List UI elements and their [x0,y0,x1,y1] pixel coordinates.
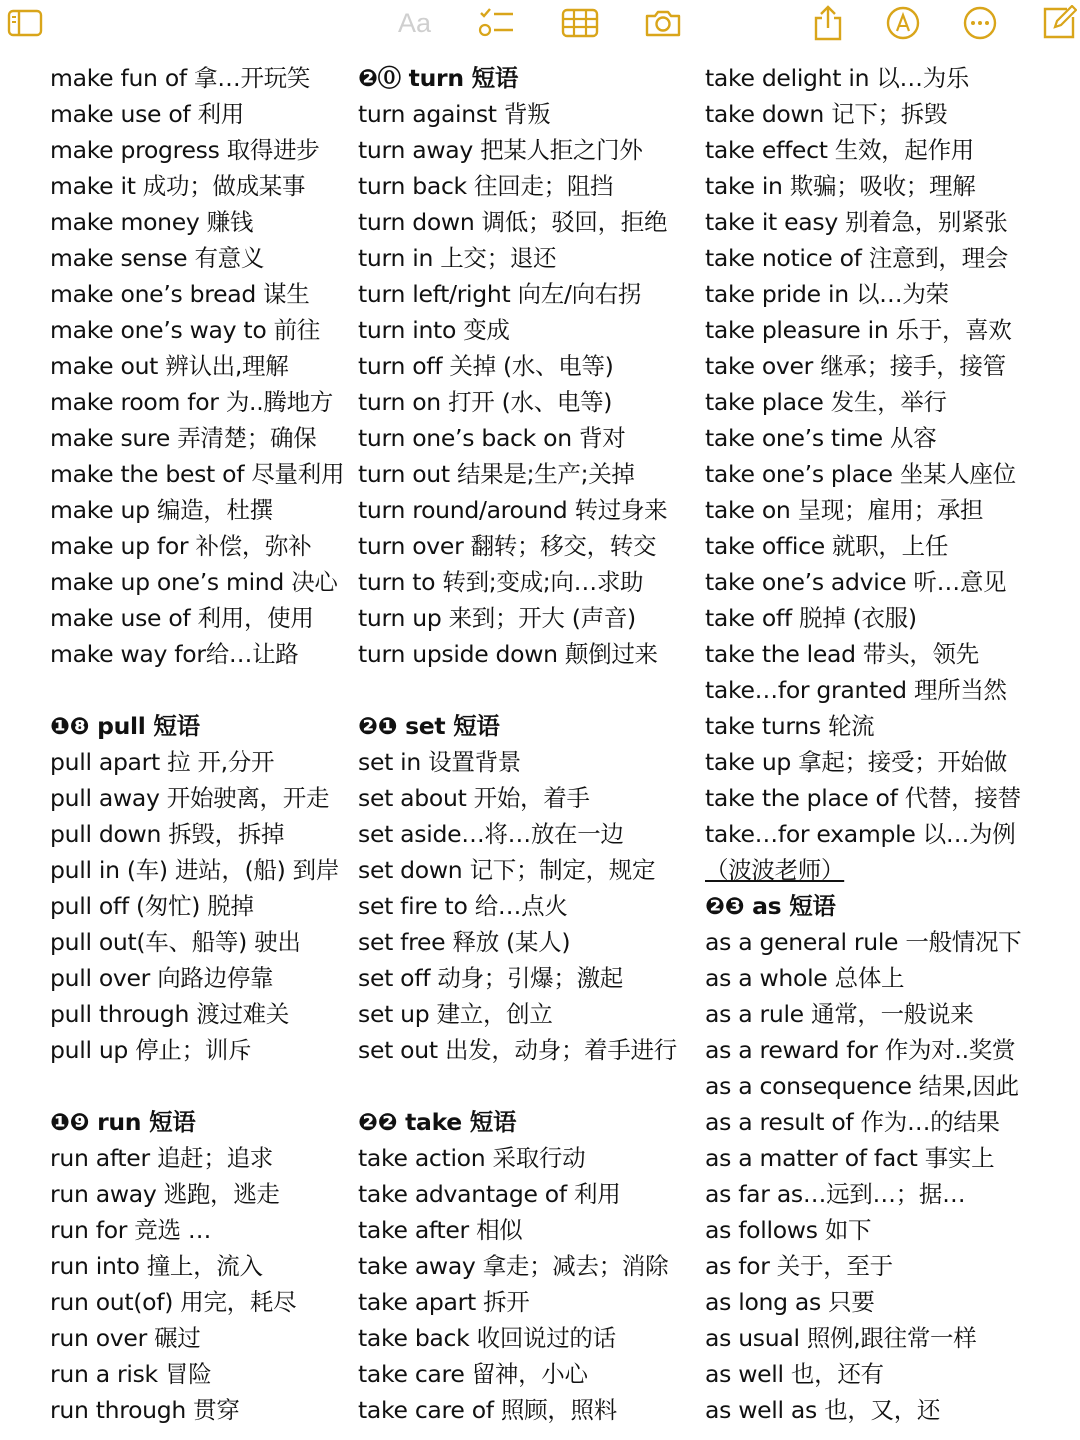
checklist-icon[interactable] [478,4,516,42]
phrase-line: as long as 只要 [705,1288,875,1316]
phrase-line: take delight in 以…为乐 [705,64,970,92]
phrase-line: as well 也，还有 [705,1360,884,1388]
phrase-line: turn round/around 转过身来 [358,496,668,524]
phrase-line: make use of 利用，使用 [50,604,314,632]
phrase-line: take notice of 注意到，理会 [705,244,1008,272]
section-heading: ❶❾ run 短语 [50,1108,196,1136]
phrase-line: take…for example 以…为例 [705,820,1016,848]
more-icon[interactable] [961,4,999,42]
phrase-line: take care of 照顾，照料 [358,1396,617,1424]
phrase-line: turn out 结果是;生产;关掉 [358,460,635,488]
phrase-line: take one’s advice 听…意见 [705,568,1007,596]
phrase-line: set in 设置背景 [358,748,521,776]
phrase-line: take off 脱掉 (衣服) [705,604,917,632]
section-heading: ❷❷ take 短语 [358,1108,517,1136]
phrase-line: as a general rule 一般情况下 [705,928,1022,956]
phrase-line: turn away 把某人拒之门外 [358,136,643,164]
compose-icon[interactable] [1040,4,1078,42]
phrase-column-2 [358,60,738,1428]
phrase-line: take office 就职，上任 [705,532,949,560]
phrase-line: run into 撞上，流入 [50,1252,263,1280]
phrase-line: run after 追赶；追求 [50,1144,273,1172]
share-icon[interactable] [809,4,847,42]
phrase-line: turn down 调低；驳回，拒绝 [358,208,668,236]
phrase-line: pull through 渡过难关 [50,1000,290,1028]
notes-toolbar [0,0,1080,50]
phrase-line: take action 采取行动 [358,1144,586,1172]
phrase-line: make it 成功；做成某事 [50,172,306,200]
phrase-line: take place 发生，举行 [705,388,947,416]
phrase-line: run through 贯穿 [50,1396,240,1424]
phrase-line: make use of 利用 [50,100,244,128]
sidebar-icon[interactable] [6,4,44,42]
spacer [358,1068,738,1104]
section-heading: ❷❶ set 短语 [358,712,500,740]
phrase-line: turn against 背叛 [358,100,551,128]
phrase-line: make progress 取得进步 [50,136,320,164]
phrase-line: take…for granted 理所当然 [705,676,1007,704]
table-icon[interactable] [561,4,599,42]
phrase-line: set free 释放 (某人) [358,928,571,956]
phrase-line: make the best of 尽量利用 [50,460,345,488]
phrase-line: take pleasure in 乐于，喜欢 [705,316,1012,344]
phrase-line: pull out(车、船等) 驶出 [50,928,301,956]
phrase-line: make up for 补偿，弥补 [50,532,312,560]
phrase-line: take after 相似 [358,1216,523,1244]
phrase-line: turn back 往回走；阻挡 [358,172,614,200]
phrase-line: pull off (匆忙) 脱掉 [50,892,254,920]
phrase-line: turn over 翻转；移交，转交 [358,532,657,560]
phrase-line: as follows 如下 [705,1216,872,1244]
phrase-line: turn to 转到;变成;向…求助 [358,568,644,596]
section-heading: ❶❽ pull 短语 [50,712,200,740]
phrase-line: run out(of) 用完，耗尽 [50,1288,297,1316]
phrase-line: set aside…将…放在一边 [358,820,624,848]
phrase-line: pull up 停止；训斥 [50,1036,252,1064]
phrase-line: make one’s way to 前往 [50,316,320,344]
phrase-line: set down 记下；制定，规定 [358,856,656,884]
markup-pen-icon[interactable] [884,4,922,42]
section-heading: ❷⓪ turn 短语 [358,64,519,92]
phrase-line: turn left/right 向左/向右拐 [358,280,642,308]
phrase-column-3 [705,60,1080,1428]
format-text-button[interactable]: Aa [398,8,432,38]
phrase-line: turn up 来到；开大 (声音) [358,604,636,632]
phrase-line: pull over 向路边停靠 [50,964,274,992]
phrase-line: make way for给…让路 [50,640,299,668]
phrase-line: set out 出发，动身；着手进行 [358,1036,677,1064]
phrase-line: run for 竞选 … [50,1216,212,1244]
phrase-line: set up 建立，创立 [358,1000,553,1028]
phrase-line: as a result of 作为…的结果 [705,1108,1000,1136]
phrase-line: as a rule 通常，一般说来 [705,1000,974,1028]
phrase-line: take away 拿走；减去；消除 [358,1252,669,1280]
phrase-line: as a reward for 作为对..奖赏 [705,1036,1016,1064]
phrase-line: as for 关于，至于 [705,1252,893,1280]
phrase-line: run over 碾过 [50,1324,201,1352]
section-heading: ❷❸ as 短语 [705,892,836,920]
phrase-line: as far as…远到…；据… [705,1180,966,1208]
phrase-line: take over 继承；接手，接管 [705,352,1006,380]
phrase-line: make room for 为..腾地方 [50,388,333,416]
phrase-line: take effect 生效，起作用 [705,136,974,164]
phrase-line: turn off 关掉 (水、电等) [358,352,614,380]
author-link[interactable]: （波波老师） [705,856,845,884]
phrase-line: run away 逃跑，逃走 [50,1180,280,1208]
phrase-line: take pride in 以…为荣 [705,280,949,308]
phrase-line: take one’s place 坐某人座位 [705,460,1016,488]
phrase-line: make fun of 拿…开玩笑 [50,64,311,92]
spacer [358,672,738,708]
phrase-line: take care 留神，小心 [358,1360,588,1388]
phrase-line: make out 辨认出,理解 [50,352,289,380]
phrase-line: make sure 弄清楚；确保 [50,424,317,452]
phrase-line: take turns 轮流 [705,712,875,740]
camera-icon[interactable] [644,4,682,42]
phrase-line: as a matter of fact 事实上 [705,1144,995,1172]
phrase-line: take it easy 别着急，别紧张 [705,208,1008,236]
phrase-line: make up one’s mind 决心 [50,568,338,596]
phrase-line: take one’s time 从容 [705,424,937,452]
phrase-line: set about 开始，着手 [358,784,590,812]
phrase-line: set off 动身；引爆；激起 [358,964,623,992]
phrase-line: make money 赚钱 [50,208,254,236]
phrase-line: turn into 变成 [358,316,510,344]
phrase-line: pull apart 拉 开,分开 [50,748,275,776]
phrase-line: as a consequence 结果,因此 [705,1072,1019,1100]
phrase-line: take in 欺骗；吸收；理解 [705,172,976,200]
phrase-line: set fire to 给…点火 [358,892,568,920]
phrase-line: take apart 拆开 [358,1288,530,1316]
phrase-line: make up 编造，杜撰 [50,496,273,524]
phrase-line: take on 呈现；雇用；承担 [705,496,984,524]
phrase-line: as well as 也，又，还 [705,1396,941,1424]
phrase-line: take the place of 代替，接替 [705,784,1021,812]
phrase-line: take up 拿起；接受；开始做 [705,748,1007,776]
phrase-line: make one’s bread 谋生 [50,280,310,308]
phrase-line: take down 记下；拆毁 [705,100,948,128]
phrase-line: run a risk 冒险 [50,1360,212,1388]
phrase-line: turn upside down 颠倒过来 [358,640,658,668]
phrase-line: as a whole 总体上 [705,964,905,992]
phrase-line: turn in 上交；退还 [358,244,557,272]
phrase-line: make sense 有意义 [50,244,265,272]
phrase-line: pull down 拆毁，拆掉 [50,820,285,848]
phrase-line: take advantage of 利用 [358,1180,621,1208]
phrase-line: take the lead 带头，领先 [705,640,979,668]
phrase-line: turn one’s back on 背对 [358,424,626,452]
phrase-line: pull away 开始驶离，开走 [50,784,330,812]
phrase-line: take back 收回说过的话 [358,1324,616,1352]
phrase-line: pull in (车) 进站，(船) 到岸 [50,856,340,884]
phrase-line: as usual 照例,跟往常一样 [705,1324,977,1352]
phrase-line: turn on 打开 (水、电等) [358,388,613,416]
